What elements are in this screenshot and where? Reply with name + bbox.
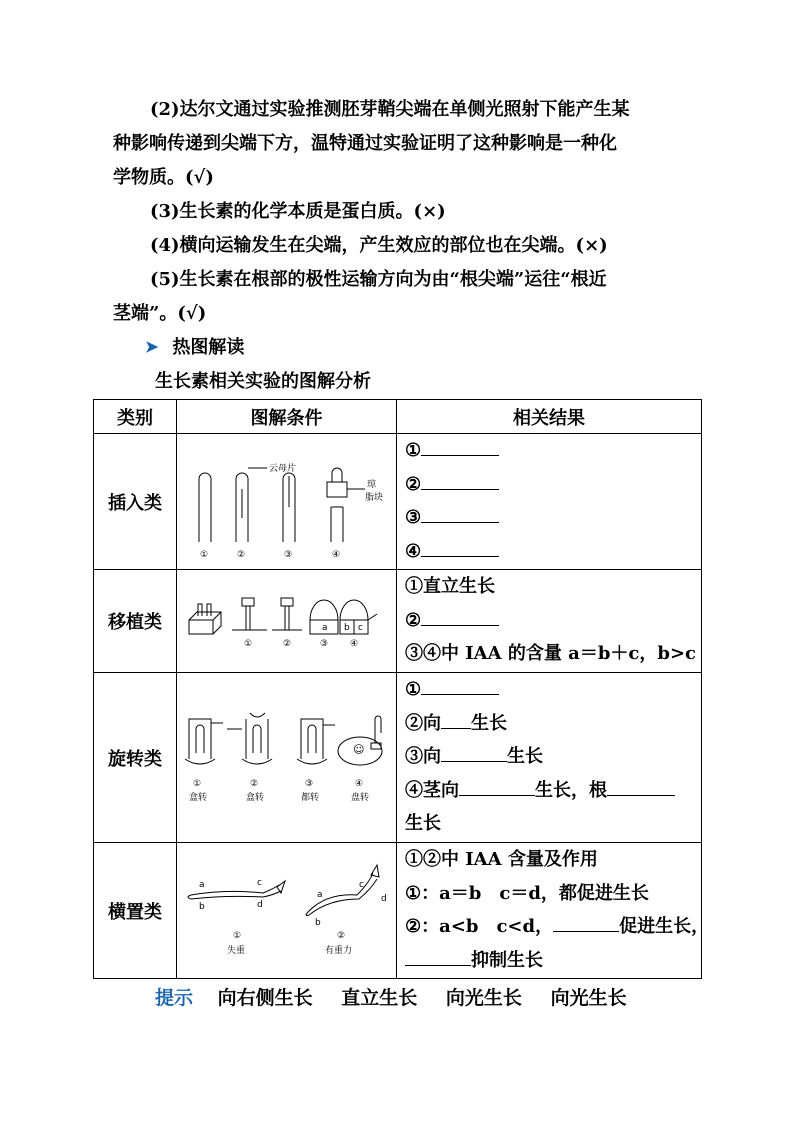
letter-c: c <box>359 880 364 890</box>
fig-number: ② <box>283 639 292 649</box>
letter-b: b <box>344 623 350 633</box>
result-line: ②：a<b c<d， 促进生长， <box>405 910 695 944</box>
result-line: 抑制生长 <box>405 944 695 978</box>
result-line: 生长 <box>405 813 441 834</box>
fig-number: ① <box>200 550 209 560</box>
hint-answer: 向右侧生长 <box>217 987 313 1009</box>
intro-line-1: (2)达尔文通过实验推测胚芽鞘尖端在单侧光照射下能产生某 <box>150 99 630 120</box>
hint-answer: 向光生长 <box>445 987 522 1009</box>
agar-label-2: 脂块 <box>365 493 384 503</box>
fig-number: ① <box>193 779 202 789</box>
horizontal-figure <box>177 843 397 979</box>
hint-line <box>155 983 649 1010</box>
result-cell-horizontal <box>397 843 710 979</box>
result-line: ② <box>405 604 695 638</box>
table-row <box>94 570 702 673</box>
experiment-table <box>93 399 710 979</box>
fig-caption: 有重力 <box>325 946 353 956</box>
result-line: ④ <box>405 535 695 569</box>
fig-caption: 盘转 <box>351 793 370 803</box>
transplant-figure <box>177 570 397 673</box>
rotation-figure <box>177 673 397 843</box>
hint-answer: 直立生长 <box>341 987 418 1009</box>
hot-section-heading <box>145 333 244 359</box>
result-line: ④茎向 生长，根 <box>405 774 695 808</box>
fig-number: ① <box>244 639 253 649</box>
fig-caption: 盒转 <box>246 793 265 803</box>
table-caption: 生长素相关实验的图解分析 <box>155 371 371 392</box>
hint-answer: 向光生长 <box>550 987 627 1009</box>
letter-c: c <box>257 878 262 888</box>
letter-a: a <box>199 880 205 890</box>
fig-number: ③ <box>284 550 293 560</box>
result-line: ② <box>405 468 695 502</box>
header-category: 类别 <box>94 400 177 434</box>
fig-caption: 都转 <box>301 793 320 803</box>
letter-d: d <box>381 894 387 904</box>
header-condition: 图解条件 <box>177 400 397 434</box>
category-insertion: 插入类 <box>94 434 177 570</box>
result-line: ③向 生长 <box>405 740 695 774</box>
letter-a: a <box>322 623 328 633</box>
fig-number: ② <box>337 931 346 941</box>
result-cell-rotation <box>397 673 702 843</box>
letter-b: b <box>315 918 321 928</box>
intro-line-3: 学物质。(√) <box>113 167 214 188</box>
intro-line-2: 种影响传递到尖端下方，温特通过实验证明了这种影响是一种化 <box>113 133 617 154</box>
fig-caption: 失重 <box>227 946 246 956</box>
fig-number: ④ <box>350 639 359 649</box>
category-horizontal: 横置类 <box>94 843 177 979</box>
result-line: ① <box>405 673 695 707</box>
result-line: ③ <box>405 501 695 535</box>
fig-number: ③ <box>320 639 329 649</box>
letter-a: a <box>317 890 323 900</box>
category-transplant: 移植类 <box>94 570 177 673</box>
hint-label: 提示 <box>155 987 194 1009</box>
intro-line-4: (3)生长素的化学本质是蛋白质。(×) <box>150 201 446 222</box>
hot-section-title: 热图解读 <box>172 337 245 358</box>
intro-line-5: (4)横向运输发生在尖端，产生效应的部位也在尖端。(×) <box>150 235 608 256</box>
intro-line-6: (5)生长素在根部的极性运输方向为由“根尖端”运往“根近 <box>150 269 607 290</box>
mica-label: 云母片 <box>269 464 297 474</box>
result-line: ① <box>405 434 695 468</box>
result-line: ①②中 IAA 含量及作用 <box>405 849 598 870</box>
letter-b: b <box>199 902 205 912</box>
table-header-row <box>94 400 702 434</box>
result-cell-transplant <box>397 570 702 673</box>
result-line: ①直立生长 <box>405 576 495 597</box>
letter-c: c <box>358 623 363 633</box>
insertion-figure <box>177 434 397 570</box>
letter-d: d <box>257 900 263 910</box>
fig-number: ② <box>237 550 246 560</box>
fig-caption: 盒转 <box>189 793 208 803</box>
fig-number: ② <box>250 779 259 789</box>
result-line: ①：a＝b c＝d，都促进生长 <box>405 882 649 904</box>
header-result: 相关结果 <box>397 400 702 434</box>
fig-number: ④ <box>332 550 341 560</box>
result-line: ③④中 IAA 的含量 a＝b＋c，b>c <box>405 643 696 664</box>
category-rotation: 旋转类 <box>94 673 177 843</box>
agar-label-1: 琼 <box>367 480 377 490</box>
fig-number: ④ <box>355 779 364 789</box>
pot-mark-icon: ☺ <box>353 743 365 756</box>
intro-line-7: 茎端”。(√) <box>113 303 207 324</box>
fig-number: ③ <box>305 779 314 789</box>
table-row <box>94 843 702 979</box>
table-row <box>94 673 702 843</box>
result-line: ②向 生长 <box>405 707 695 741</box>
table-row <box>94 434 702 570</box>
triangle-arrow-icon: ➤ <box>145 336 159 356</box>
result-cell-insertion <box>397 434 702 570</box>
fig-number: ① <box>233 931 242 941</box>
